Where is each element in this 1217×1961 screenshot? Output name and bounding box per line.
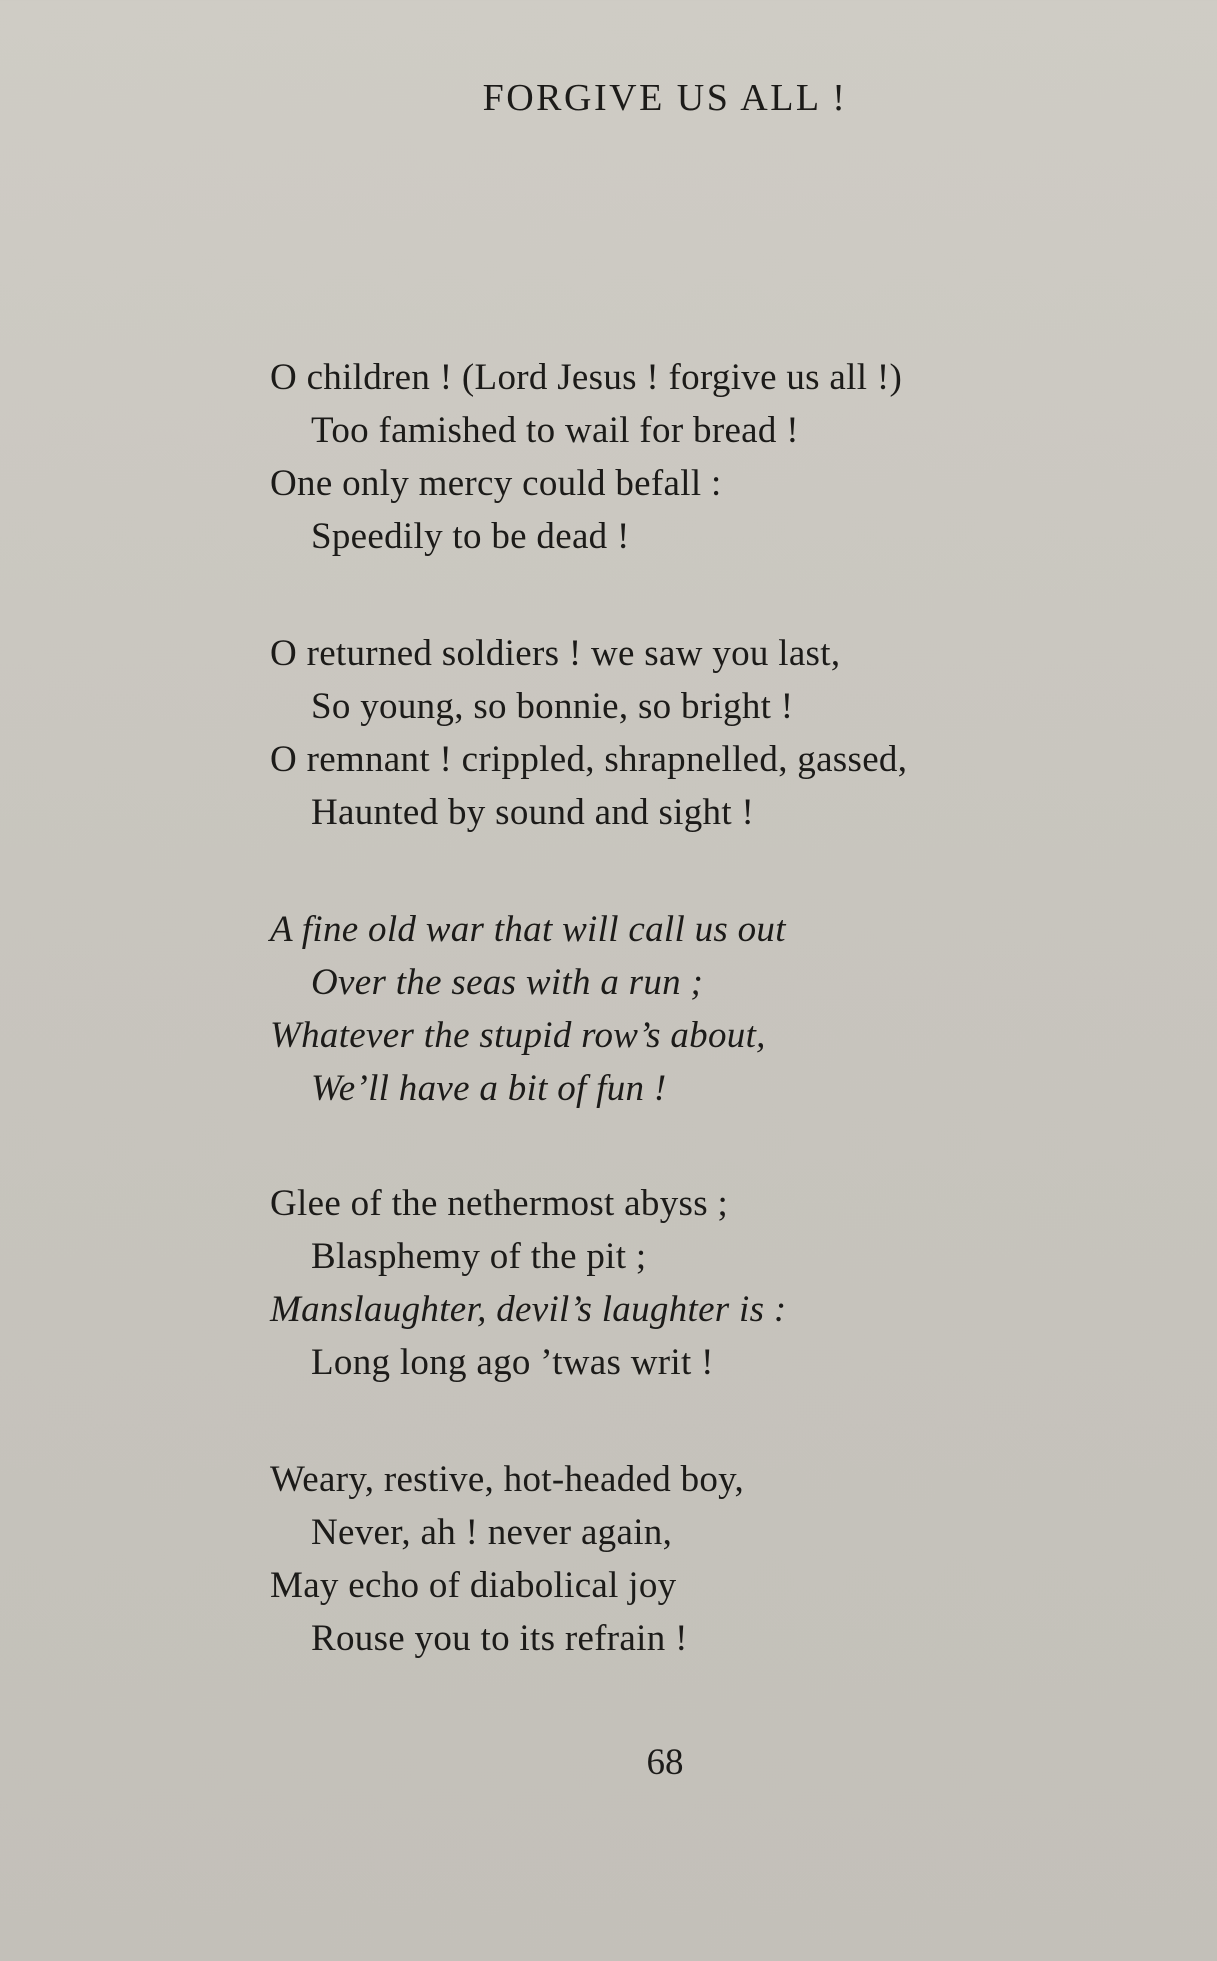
poem-line: Over the seas with a run ; xyxy=(311,962,704,1003)
poem-line: A fine old war that will call us out xyxy=(270,909,786,950)
poem-line: Speedily to be dead ! xyxy=(311,516,630,557)
stanza-5 xyxy=(270,1453,1070,1665)
poem-title: FORGIVE US ALL ! xyxy=(482,77,848,119)
poem-line: We’ll have a bit of fun ! xyxy=(311,1068,667,1109)
poem-line: Weary, restive, hot-headed boy, xyxy=(270,1459,745,1500)
stanza-2 xyxy=(270,627,1070,839)
poem-line: One only mercy could befall : xyxy=(270,463,722,504)
poem-line: So young, so bonnie, so bright ! xyxy=(311,686,794,727)
poem-line: Rouse you to its refrain ! xyxy=(311,1618,688,1659)
poem-line: Glee of the nethermost abyss ; xyxy=(270,1183,729,1224)
poem-line: O returned soldiers ! we saw you last, xyxy=(270,633,841,674)
page-number: 68 xyxy=(646,1742,684,1783)
poem-line: Long long ago ’twas writ ! xyxy=(311,1342,714,1383)
poem-line: Whatever the stupid row’s about, xyxy=(270,1015,766,1056)
poem-line: Too famished to wail for bread ! xyxy=(311,410,799,451)
poem-line: O remnant ! crippled, shrapnelled, gassed, xyxy=(270,739,908,780)
poem-line: O children ! (Lord Jesus ! forgive us all !) xyxy=(270,357,903,398)
poem-line: Haunted by sound and sight ! xyxy=(311,792,755,833)
poem-body xyxy=(270,351,1070,1729)
poem-line: Blasphemy of the pit ; xyxy=(311,1236,647,1277)
stanza-1 xyxy=(270,351,1070,563)
stanza-4 xyxy=(270,1177,1070,1389)
stanza-3 xyxy=(270,903,1070,1115)
poem-line: May echo of diabolical joy xyxy=(270,1565,677,1606)
poem-line: Manslaughter, devil’s laughter is : xyxy=(270,1289,787,1330)
poem-line: Never, ah ! never again, xyxy=(311,1512,673,1553)
